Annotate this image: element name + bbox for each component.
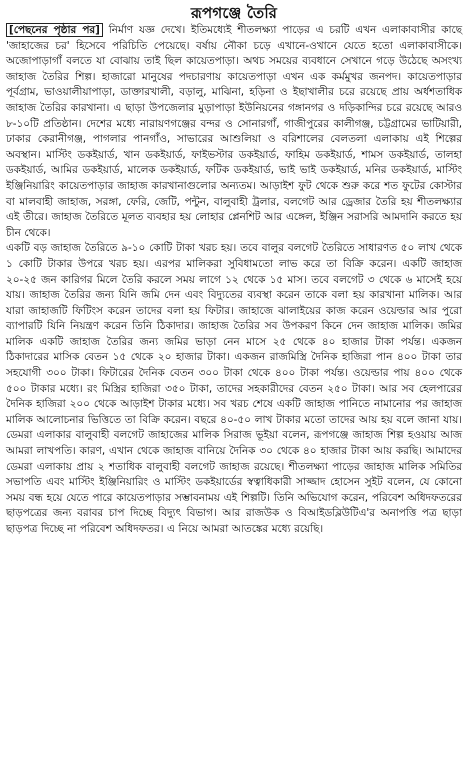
article-paragraph-2: একটি বড় জাহাজ তৈরিতে ৯-১০ কোটি টাকা খরচ হয়। তবে বালুর বলগেট তৈরিতে সাধারণত ৫০ লাখ থেকে ১ কোটি টাকার উপরে খরচ হয়। এরপর মালিকরা সুবিধামতো লাভ করে তা বিক্রি করেন। একটি জাহাজ ২০-২৫ জন কারিগর মিলে তৈরি করলে সময় লাগে ১২ থেকে ১৫ মাস। তবে বলগেট ৩ থেকে ৬ মাসেই হয়ে যায়। জাহাজ তৈরির জন্য যিনি জমি দেন এবং বিদ্যুতের ব্যবস্থা করেন তাকে বলা হয় কারখানা মালিক। আর যারা জাহাজটি ফিটিংস করেন তাদের বলা হয় ফিটার। জাহাজে ঝালাইয়ের কাজ করেন ওয়েল্ডার আর পুরো ব্যাপারটি যিনি নিয়ন্ত্রণ করেন তিনি ঠিকাদার। জাহাজ তৈরির সব উপকরণ কিনে দেন জাহাজ মালিক। জমির মালিক একটি জাহাজ তৈরির জন্য জমির ভাড়া নেন মাসে ২৫ থেকে ৪০ হাজার টাকা পর্যন্ত। একজন ঠিকাদারের মাসিক বেতন ১৫ থেকে ২০ হাজার টাকা। একজন রাজমিস্ত্রি দৈনিক হাজিরা পান ৪০০ টাকা তার সহযোগী ৩০০ টাকা। ফিটারের দৈনিক বেতন ৩০০ টাকা থেকে ৪০০ টাকা পর্যন্ত। ওয়েল্ডার পায় ৪০০ থেকে ৫০০ টাকার মধ্যে। রং মিস্ত্রির হাজিরা ৩৫০ টাকা, তাদের সহকারীদের বেতন ২৫০ টাকা। আর সব হেলপারের দৈনিক হাজিরা ২০০ থেকে আড়াইশ টাকার মধ্যে। সব খরচ শেষে একটি জাহাজ পানিতে নামানোর পর জাহাজ মালিক আলোচনার ভিত্তিতে তা বিক্রি করেন। বছরে ৪০-৫০ লাখ টাকার মতো তাদের আয় হয় বলে জানা যায়। ডেমরা এলাকার বালুবাহী বলগেট জাহাজের মালিক সিরাজ ভূইয়া বলেন, রূপগঞ্জে জাহাজ শিল্প হওয়ায় আজ আমরা লাখপতি। কারণ, এখান থেকে জাহাজ বানিয়ে দৈনিক ৩০ থেকে ৪০ হাজার টাকা আয় করছি। আমাদের ডেমরা এলাকায় প্রায় ২ শতাধিক বালুবাহী বলগেট জাহাজ রয়েছে। শীতলক্ষ্যা পাড়ের জাহাজ মালিক সমিতির সভাপতি এবং মাস্টিং ইঞ্জিনিয়ারিং ও মাস্টিং ডকইয়ার্ডের স্বত্বাধিকারী সাজ্জাদ হোসেন সুইট বলেন, যে কোনো সময় বন্ধ হয়ে যেতে পারে কায়েতপাড়ার সম্ভাবনাময় এই শিল্পটি। তিনি অভিযোগ করেন, পরিবেশ অধিদফতরের ছাড়পত্রের জন্য বরাবর চাপ দিচ্ছে বিদ্যুৎ বিভাগ। আর রাজউক ও বিআইডব্লিউটিএ'র অনাপত্তি পত্র ছাড়া ছাড়পত্র দিচ্ছে না পরিবেশ অধিদফতর। এ নিয়ে আমরা আতঙ্কের মধ্যে রয়েছি। [6, 242, 462, 535]
paragraph-1-text: নির্মাণ যজ্ঞ দেখে। ইতিমধ্যেই শীতলক্ষ্যা পাড়ের এ চরটি এখন এলাকাবাসীর কাছে 'জাহাজের চর' হিসেবে পরিচিতি পেয়েছে। বর্ষায় নৌকা চড়ে এখানে-ওখানে যেতে হতো এলাকাবাসীকে। অজোপাড়াগাঁ বলতে যা বোঝায় তাই ছিল কায়েতপাড়া। অথচ সময়ের ব্যবধানে সেখানে গড়ে উঠেছে অসংখ্য জাহাজ তৈরির শিল্প। হাজারো মানুষের পদচারণায় কায়েতপাড়া এখন এক কর্মমুখর জনপদ। কায়েতপাড়ার পূর্বগ্রাম, ভাওয়ালীয়াপাড়া, ডাক্তারখালী, বড়ালু, মাঝিনা, হড়িনা ও ইছাখালীর চরে রয়েছে প্রায় অর্ধশতাধিক জাহাজ তৈরির কারখানা। এ ছাড়া উপজেলার মুড়াপাড়া ইউনিয়নের গঙ্গানগর ও দড়িকান্দির চরে রয়েছে আরও ৮-১০টি প্রতিষ্ঠান। দেশের মধ্যে নারায়ণগঞ্জের বন্দর ও সোনারগাঁ, গাজীপুরের কালীগঞ্জ, চট্টগ্রামের ভাটিয়ারী, ঢাকার কেরানীগঞ্জ, পাগলার পানগাঁও, সাভারের আশুলিয়া ও বরিশালের বেলতলা এলাকায় এই শিল্পের অবস্থান। মাস্টিং ডকইয়ার্ড, খান ডকইয়ার্ড, ফাইভস্টার ডকইয়ার্ড, ফাহিম ডকইয়ার্ড, শামস ডকইয়ার্ড, তালহা ডকইয়ার্ড, আমির ডকইয়ার্ড, মালেক ডকইয়ার্ড, ফটিক ডকইয়ার্ড, ভাই ভাই ডকইয়ার্ড, মনির ডকইয়ার্ড, মাস্টিং ইঞ্জিনিয়ারিং কায়েতপাড়ার জাহাজ কারখানাগুলোর অন্যতম। আড়াইশ ফুট থেকে শুরু করে শত ফুটের কোস্টার বা মালবাহী জাহাজ, সরঙ্গা, ফেরি, জেটি, পন্টুন, বালুবাহী ট্রলার, বলগেট আর ড্রেজার তৈরি হয় শীতলক্ষ্যার এই তীরে। জাহাজ তৈরিতে মূলত ব্যবহার হয় লোহার প্লেনশিট আর এঙ্গেল, ইঞ্জিন সরাসরি আমদানি করতে হয় চীন থেকে। [6, 24, 462, 239]
article-body [6, 23, 462, 538]
article-paragraph-1 [6, 23, 462, 241]
article-headline: রূপগঞ্জে তৈরি [190, 4, 278, 22]
continued-from-label: [পেছনের পৃষ্ঠার পর] [6, 23, 103, 37]
